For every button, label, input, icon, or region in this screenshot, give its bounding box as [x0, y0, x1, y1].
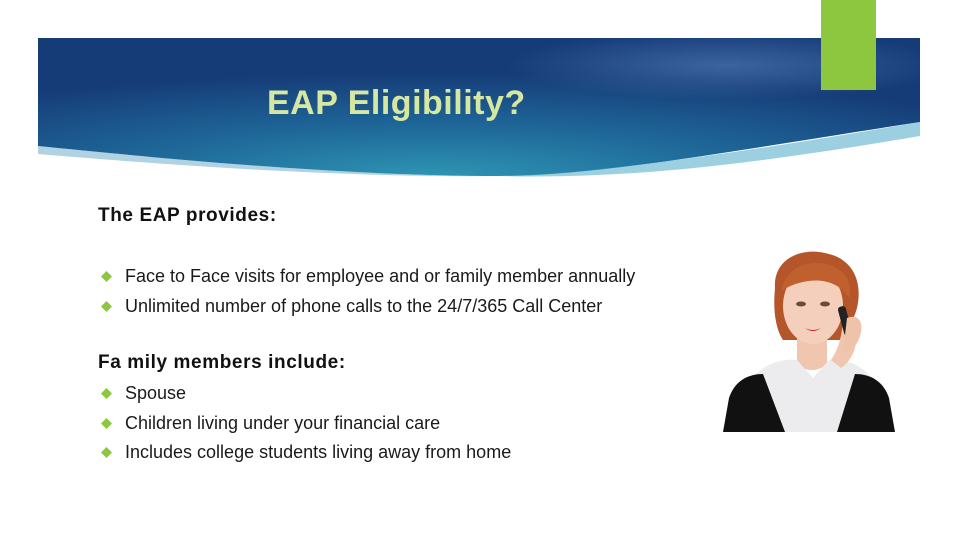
list-item [98, 294, 635, 324]
provides-list [98, 264, 635, 323]
diamond-bullet-icon [101, 447, 112, 458]
section-heading-family: Fa mily members include: [98, 352, 346, 373]
diamond-bullet-icon [101, 301, 112, 312]
diamond-bullet-icon [101, 418, 112, 429]
list-item-text: Unlimited number of phone calls to the 24/7/365 Call Center [125, 295, 603, 316]
list-item-text: Spouse [125, 383, 187, 403]
list-item [98, 381, 511, 411]
list-item-text: Children living under your financial care [125, 412, 441, 433]
list-item [98, 440, 511, 470]
slide-title: EAP Eligibility? [267, 84, 526, 122]
list-item-text: Includes college students living away from home [125, 442, 512, 462]
list-item-text: Face to Face visits for employee and or family member annually [125, 266, 636, 286]
diamond-bullet-icon [101, 388, 112, 399]
accent-bar [821, 0, 876, 90]
list-item [98, 411, 511, 441]
list-item [98, 264, 635, 294]
diamond-bullet-icon [101, 271, 112, 282]
section-heading-provides: The EAP provides: [98, 205, 277, 226]
woman-on-phone-photo [723, 248, 895, 432]
family-list [98, 381, 511, 470]
